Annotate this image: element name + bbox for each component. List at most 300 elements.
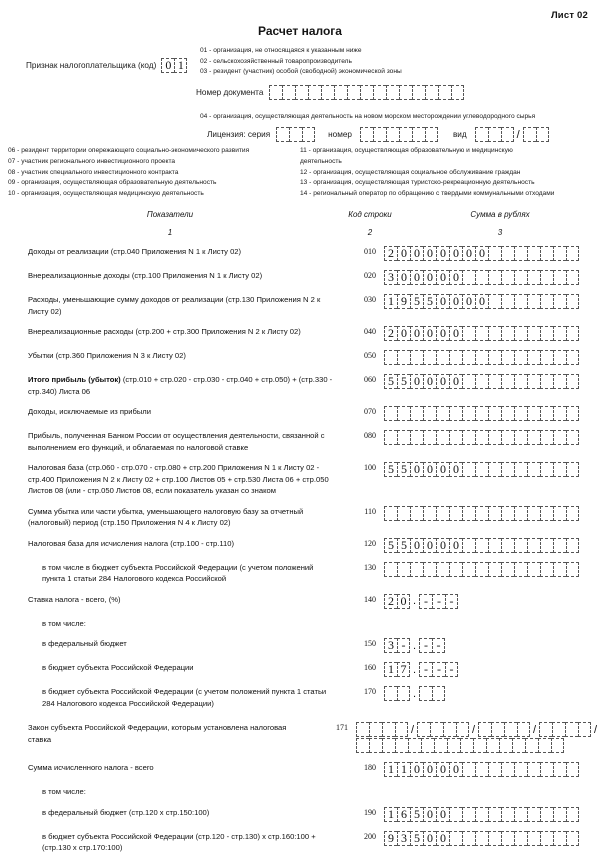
license-number-cell[interactable] (373, 127, 386, 142)
amount-cell[interactable]: 0 (449, 326, 462, 341)
amount-cell[interactable] (540, 807, 553, 822)
amount-cell[interactable] (475, 538, 488, 553)
document-number-cell[interactable] (269, 85, 282, 100)
amount-cell[interactable]: 0 (436, 462, 449, 477)
amount-cell[interactable] (423, 406, 436, 421)
amount-cell[interactable] (384, 430, 397, 445)
amount-cell[interactable] (527, 270, 540, 285)
amount-cell[interactable]: 9 (397, 294, 410, 309)
amount-cell[interactable] (553, 538, 566, 553)
amount-cell[interactable] (436, 406, 449, 421)
row-value-tax-base-for-calculation[interactable] (376, 538, 579, 553)
amount-cell[interactable] (540, 294, 553, 309)
amount-cell[interactable]: 9 (384, 831, 397, 846)
law-code-group[interactable] (478, 722, 530, 737)
amount-cell[interactable] (462, 270, 475, 285)
amount-cell[interactable] (553, 406, 566, 421)
rate-cell[interactable]: 7 (397, 662, 410, 677)
amount-cell[interactable] (501, 506, 514, 521)
amount-cell[interactable] (475, 430, 488, 445)
amount-cell[interactable] (462, 462, 475, 477)
taxpayer-code-input[interactable] (161, 58, 187, 73)
amount-cell[interactable] (540, 350, 553, 365)
license-series-input[interactable] (276, 127, 315, 142)
amount-cell[interactable] (553, 326, 566, 341)
amount-cell[interactable] (501, 350, 514, 365)
rate-cell[interactable]: - (419, 594, 432, 609)
amount-cell[interactable] (514, 350, 527, 365)
row-value-bank-of-russia-profit[interactable] (376, 430, 579, 445)
amount-cell[interactable] (553, 374, 566, 389)
amount-cell[interactable] (514, 430, 527, 445)
amount-cell[interactable]: 0 (449, 246, 462, 261)
amount-cell[interactable] (540, 326, 553, 341)
amount-cell[interactable]: 0 (449, 374, 462, 389)
amount-cell[interactable]: 5 (410, 807, 423, 822)
amount-cell[interactable] (540, 831, 553, 846)
amount-cell[interactable] (501, 430, 514, 445)
amount-cell[interactable] (566, 831, 579, 846)
rate-decimal-part[interactable] (419, 594, 458, 609)
amount-cell[interactable]: 3 (384, 270, 397, 285)
amount-cell[interactable] (462, 831, 475, 846)
amount-cell[interactable] (449, 807, 462, 822)
amount-cell[interactable]: 0 (423, 374, 436, 389)
amount-cell[interactable] (553, 506, 566, 521)
amount-cell[interactable]: 5 (423, 294, 436, 309)
amount-cell[interactable]: 0 (436, 762, 449, 777)
amount-cell[interactable] (540, 562, 553, 577)
document-number-cell[interactable] (425, 85, 438, 100)
amount-cell[interactable] (397, 562, 410, 577)
rate-integer-part[interactable] (384, 594, 410, 609)
amount-cell[interactable] (527, 807, 540, 822)
law-code-cell[interactable] (539, 722, 552, 737)
document-number-cell[interactable] (334, 85, 347, 100)
amount-cell[interactable] (488, 406, 501, 421)
row-value-tax-base-regional-budget[interactable] (376, 562, 579, 577)
amount-cell[interactable]: 0 (475, 246, 488, 261)
law-code-cell[interactable] (456, 722, 469, 737)
row-value-loss-reducing-tax-base[interactable] (376, 506, 579, 521)
amount-cell[interactable] (566, 762, 579, 777)
row-value-rate-federal-budget[interactable] (376, 638, 445, 653)
law-code-cell[interactable] (504, 722, 517, 737)
amount-cell[interactable] (501, 562, 514, 577)
amount-cell[interactable]: 0 (423, 270, 436, 285)
rate-decimal-part[interactable] (419, 662, 458, 677)
amount-cell[interactable] (501, 406, 514, 421)
amount-cell[interactable]: 2 (384, 326, 397, 341)
amount-cell[interactable] (540, 406, 553, 421)
law-code-cell[interactable] (395, 722, 408, 737)
rate-cell[interactable]: - (419, 638, 432, 653)
amount-cell[interactable]: 0 (410, 374, 423, 389)
amount-cell[interactable] (514, 506, 527, 521)
amount-cell[interactable]: 0 (423, 326, 436, 341)
law-code-cell[interactable] (417, 722, 430, 737)
amount-cell[interactable] (488, 350, 501, 365)
amount-cell[interactable]: 5 (410, 831, 423, 846)
amount-cell[interactable]: 1 (384, 294, 397, 309)
amount-cell[interactable] (436, 430, 449, 445)
law-code-cell[interactable] (434, 738, 447, 753)
amount-cell[interactable]: 3 (397, 831, 410, 846)
amount-cell[interactable]: 2 (384, 246, 397, 261)
amount-cell[interactable] (475, 374, 488, 389)
amount-cell[interactable] (384, 506, 397, 521)
amount-cell[interactable] (566, 807, 579, 822)
row-value-rate-regional-budget-art284[interactable] (376, 686, 445, 701)
amount-cell[interactable]: 0 (423, 538, 436, 553)
law-code-cell[interactable] (478, 722, 491, 737)
amount-cell[interactable] (553, 350, 566, 365)
amount-cell[interactable] (462, 374, 475, 389)
amount-cell[interactable]: 0 (436, 538, 449, 553)
amount-cell[interactable] (475, 270, 488, 285)
license-number-cell[interactable] (412, 127, 425, 142)
amount-cell[interactable] (501, 294, 514, 309)
amount-cell[interactable]: 1 (384, 807, 397, 822)
amount-cell[interactable]: 1 (397, 762, 410, 777)
license-number-cell[interactable] (399, 127, 412, 142)
document-number-input[interactable] (269, 85, 464, 100)
amount-cell[interactable] (436, 506, 449, 521)
amount-cell[interactable]: 0 (410, 538, 423, 553)
row-value-tax-base[interactable] (376, 462, 579, 477)
amount-cell[interactable] (566, 246, 579, 261)
amount-cell[interactable] (436, 350, 449, 365)
amount-cell[interactable]: 0 (436, 831, 449, 846)
amount-cell[interactable]: 0 (410, 326, 423, 341)
amount-cell[interactable] (566, 462, 579, 477)
amount-cell[interactable]: 0 (449, 462, 462, 477)
amount-cell[interactable] (514, 246, 527, 261)
document-number-cell[interactable] (321, 85, 334, 100)
document-number-cell[interactable] (282, 85, 295, 100)
law-code-cell[interactable] (525, 738, 538, 753)
amount-cell[interactable] (423, 562, 436, 577)
license-series-cell[interactable] (302, 127, 315, 142)
amount-cell[interactable] (488, 294, 501, 309)
amount-cell[interactable]: 5 (384, 538, 397, 553)
amount-cell[interactable] (475, 406, 488, 421)
amount-cell[interactable] (501, 762, 514, 777)
amount-cell[interactable] (384, 406, 397, 421)
law-code-cell[interactable] (538, 738, 551, 753)
amount-cell[interactable] (566, 538, 579, 553)
rate-cell[interactable]: 3 (384, 638, 397, 653)
row-value-non-sales-expenses[interactable] (376, 326, 579, 341)
amount-cell[interactable] (410, 406, 423, 421)
amount-cell[interactable] (488, 506, 501, 521)
amount-cell[interactable] (553, 807, 566, 822)
row-value-income-from-sales[interactable] (376, 246, 579, 261)
amount-cell[interactable]: 0 (436, 807, 449, 822)
amount-cell[interactable] (527, 350, 540, 365)
amount-cell[interactable]: 5 (384, 374, 397, 389)
amount-cell[interactable] (540, 462, 553, 477)
amount-cell[interactable] (488, 430, 501, 445)
amount-cell[interactable] (527, 538, 540, 553)
amount-cell[interactable] (566, 374, 579, 389)
amount-cell[interactable]: 0 (449, 294, 462, 309)
amount-cell[interactable]: 0 (423, 831, 436, 846)
law-code-cell[interactable] (382, 738, 395, 753)
amount-cell[interactable]: 0 (436, 294, 449, 309)
amount-cell[interactable] (566, 430, 579, 445)
amount-cell[interactable] (488, 374, 501, 389)
amount-cell[interactable] (462, 406, 475, 421)
amount-cell[interactable] (449, 562, 462, 577)
amount-cell[interactable] (514, 406, 527, 421)
amount-cell[interactable] (566, 270, 579, 285)
amount-cell[interactable] (566, 294, 579, 309)
license-number-cell[interactable] (386, 127, 399, 142)
license-type-input[interactable] (475, 127, 514, 142)
amount-cell[interactable] (410, 506, 423, 521)
amount-cell[interactable] (384, 562, 397, 577)
amount-cell[interactable]: 0 (397, 326, 410, 341)
amount-cell[interactable]: 0 (436, 246, 449, 261)
amount-cell[interactable] (553, 462, 566, 477)
law-code-cell[interactable] (356, 738, 369, 753)
amount-cell[interactable] (397, 430, 410, 445)
amount-cell[interactable]: 0 (410, 270, 423, 285)
license-series-cell[interactable] (289, 127, 302, 142)
rate-cell[interactable] (384, 686, 397, 701)
amount-cell[interactable] (449, 350, 462, 365)
law-code-cell[interactable] (443, 722, 456, 737)
amount-cell[interactable]: 0 (449, 270, 462, 285)
amount-cell[interactable] (462, 538, 475, 553)
law-code-cell[interactable] (395, 738, 408, 753)
amount-cell[interactable] (527, 430, 540, 445)
amount-cell[interactable] (527, 462, 540, 477)
amount-cell[interactable] (501, 326, 514, 341)
amount-cell[interactable] (527, 326, 540, 341)
document-number-cell[interactable] (451, 85, 464, 100)
license-number-cell[interactable] (425, 127, 438, 142)
amount-cell[interactable] (566, 326, 579, 341)
law-code-cell[interactable] (551, 738, 564, 753)
license-type-cell[interactable] (488, 127, 501, 142)
amount-cell[interactable]: 0 (423, 246, 436, 261)
rate-integer-part[interactable] (384, 638, 410, 653)
amount-cell[interactable] (501, 831, 514, 846)
amount-cell[interactable] (501, 462, 514, 477)
amount-cell[interactable] (527, 762, 540, 777)
amount-cell[interactable] (566, 506, 579, 521)
amount-cell[interactable] (449, 406, 462, 421)
amount-cell[interactable] (527, 562, 540, 577)
rate-cell[interactable]: - (397, 638, 410, 653)
law-code-cell[interactable] (512, 738, 525, 753)
amount-cell[interactable] (540, 430, 553, 445)
amount-cell[interactable] (475, 807, 488, 822)
document-number-cell[interactable] (399, 85, 412, 100)
amount-cell[interactable] (514, 294, 527, 309)
law-code-cell[interactable] (408, 738, 421, 753)
document-number-cell[interactable] (360, 85, 373, 100)
amount-cell[interactable]: 5 (410, 294, 423, 309)
license-type-cell[interactable] (501, 127, 514, 142)
amount-cell[interactable] (462, 562, 475, 577)
amount-cell[interactable] (540, 506, 553, 521)
amount-cell[interactable] (410, 350, 423, 365)
law-code-cell[interactable] (430, 722, 443, 737)
amount-cell[interactable] (488, 246, 501, 261)
amount-cell[interactable]: 5 (397, 374, 410, 389)
amount-cell[interactable] (514, 374, 527, 389)
amount-cell[interactable]: 0 (436, 270, 449, 285)
law-code-cell[interactable] (578, 722, 591, 737)
amount-cell[interactable] (475, 350, 488, 365)
law-code-cell[interactable] (369, 722, 382, 737)
amount-cell[interactable] (423, 350, 436, 365)
amount-cell[interactable]: 0 (423, 762, 436, 777)
amount-cell[interactable]: 0 (423, 807, 436, 822)
amount-cell[interactable]: 0 (410, 246, 423, 261)
amount-cell[interactable]: 5 (397, 538, 410, 553)
rate-cell[interactable]: 2 (384, 594, 397, 609)
rate-cell[interactable]: - (419, 662, 432, 677)
law-code-cell[interactable] (447, 738, 460, 753)
amount-cell[interactable] (566, 406, 579, 421)
law-code-cell[interactable] (356, 722, 369, 737)
amount-cell[interactable] (553, 270, 566, 285)
amount-cell[interactable]: 0 (410, 462, 423, 477)
amount-cell[interactable] (488, 462, 501, 477)
law-code-cell[interactable] (421, 738, 434, 753)
rate-cell[interactable]: - (432, 638, 445, 653)
row-value-total-profit-loss[interactable] (376, 374, 579, 389)
license-type-cell[interactable] (475, 127, 488, 142)
license-series-cell[interactable] (276, 127, 289, 142)
amount-cell[interactable]: 0 (462, 246, 475, 261)
amount-cell[interactable] (501, 270, 514, 285)
amount-cell[interactable] (553, 831, 566, 846)
amount-cell[interactable]: 0 (410, 762, 423, 777)
amount-cell[interactable] (488, 562, 501, 577)
license-subtype-input[interactable] (523, 127, 549, 142)
amount-cell[interactable] (501, 246, 514, 261)
amount-cell[interactable] (501, 538, 514, 553)
amount-cell[interactable] (475, 762, 488, 777)
row-value-tax-regional-budget[interactable] (376, 831, 579, 846)
amount-cell[interactable] (462, 807, 475, 822)
document-number-cell[interactable] (386, 85, 399, 100)
amount-cell[interactable] (514, 762, 527, 777)
amount-cell[interactable] (449, 831, 462, 846)
amount-cell[interactable] (527, 831, 540, 846)
amount-cell[interactable]: 1 (384, 762, 397, 777)
row-value-income-excluded-from-profit[interactable] (376, 406, 579, 421)
amount-cell[interactable] (553, 294, 566, 309)
document-number-cell[interactable] (308, 85, 321, 100)
amount-cell[interactable] (566, 562, 579, 577)
rate-cell[interactable] (432, 686, 445, 701)
law-code-group[interactable] (417, 722, 469, 737)
amount-cell[interactable] (410, 430, 423, 445)
taxpayer-code-cell[interactable]: 1 (174, 58, 187, 73)
amount-cell[interactable] (436, 562, 449, 577)
amount-cell[interactable] (553, 430, 566, 445)
amount-cell[interactable] (488, 538, 501, 553)
amount-cell[interactable]: 0 (436, 374, 449, 389)
amount-cell[interactable] (449, 506, 462, 521)
amount-cell[interactable]: 5 (384, 462, 397, 477)
amount-cell[interactable] (540, 270, 553, 285)
amount-cell[interactable] (462, 430, 475, 445)
law-code-cell[interactable] (473, 738, 486, 753)
rate-integer-part[interactable] (384, 662, 410, 677)
amount-cell[interactable] (397, 506, 410, 521)
amount-cell[interactable] (475, 562, 488, 577)
document-number-cell[interactable] (347, 85, 360, 100)
license-subtype-cell[interactable] (536, 127, 549, 142)
amount-cell[interactable] (488, 270, 501, 285)
rate-cell[interactable]: - (445, 662, 458, 677)
amount-cell[interactable] (462, 350, 475, 365)
amount-cell[interactable]: 0 (397, 246, 410, 261)
rate-cell[interactable]: - (445, 594, 458, 609)
amount-cell[interactable] (514, 462, 527, 477)
amount-cell[interactable] (423, 506, 436, 521)
amount-cell[interactable] (514, 270, 527, 285)
license-subtype-cell[interactable] (523, 127, 536, 142)
amount-cell[interactable] (384, 350, 397, 365)
law-code-cell[interactable] (517, 722, 530, 737)
law-code-cell[interactable] (491, 722, 504, 737)
law-code-cell[interactable] (369, 738, 382, 753)
row-value-rate-regional-budget[interactable] (376, 662, 458, 677)
amount-cell[interactable] (566, 350, 579, 365)
amount-cell[interactable]: 0 (397, 270, 410, 285)
amount-cell[interactable] (540, 538, 553, 553)
rate-cell[interactable]: - (432, 662, 445, 677)
amount-cell[interactable] (527, 246, 540, 261)
amount-cell[interactable] (540, 762, 553, 777)
taxpayer-code-cell[interactable]: 0 (161, 58, 174, 73)
law-code-cell[interactable] (486, 738, 499, 753)
amount-cell[interactable] (410, 562, 423, 577)
amount-cell[interactable] (501, 374, 514, 389)
amount-cell[interactable] (540, 246, 553, 261)
amount-cell[interactable] (540, 374, 553, 389)
amount-cell[interactable] (397, 406, 410, 421)
amount-cell[interactable] (514, 538, 527, 553)
row-value-expenses-reducing-sales-income[interactable] (376, 294, 579, 309)
law-code-group[interactable] (356, 722, 408, 737)
document-number-cell[interactable] (295, 85, 308, 100)
law-code-cell[interactable] (382, 722, 395, 737)
amount-cell[interactable] (553, 246, 566, 261)
amount-cell[interactable] (514, 807, 527, 822)
license-number-cell[interactable] (360, 127, 373, 142)
amount-cell[interactable] (488, 762, 501, 777)
amount-cell[interactable] (462, 762, 475, 777)
amount-cell[interactable] (527, 294, 540, 309)
amount-cell[interactable] (527, 506, 540, 521)
document-number-cell[interactable] (438, 85, 451, 100)
amount-cell[interactable] (449, 430, 462, 445)
amount-cell[interactable]: 0 (475, 294, 488, 309)
law-code-cell[interactable] (552, 722, 565, 737)
rate-cell[interactable]: - (432, 594, 445, 609)
amount-cell[interactable] (527, 374, 540, 389)
row-value-tax-federal-budget[interactable] (376, 807, 579, 822)
